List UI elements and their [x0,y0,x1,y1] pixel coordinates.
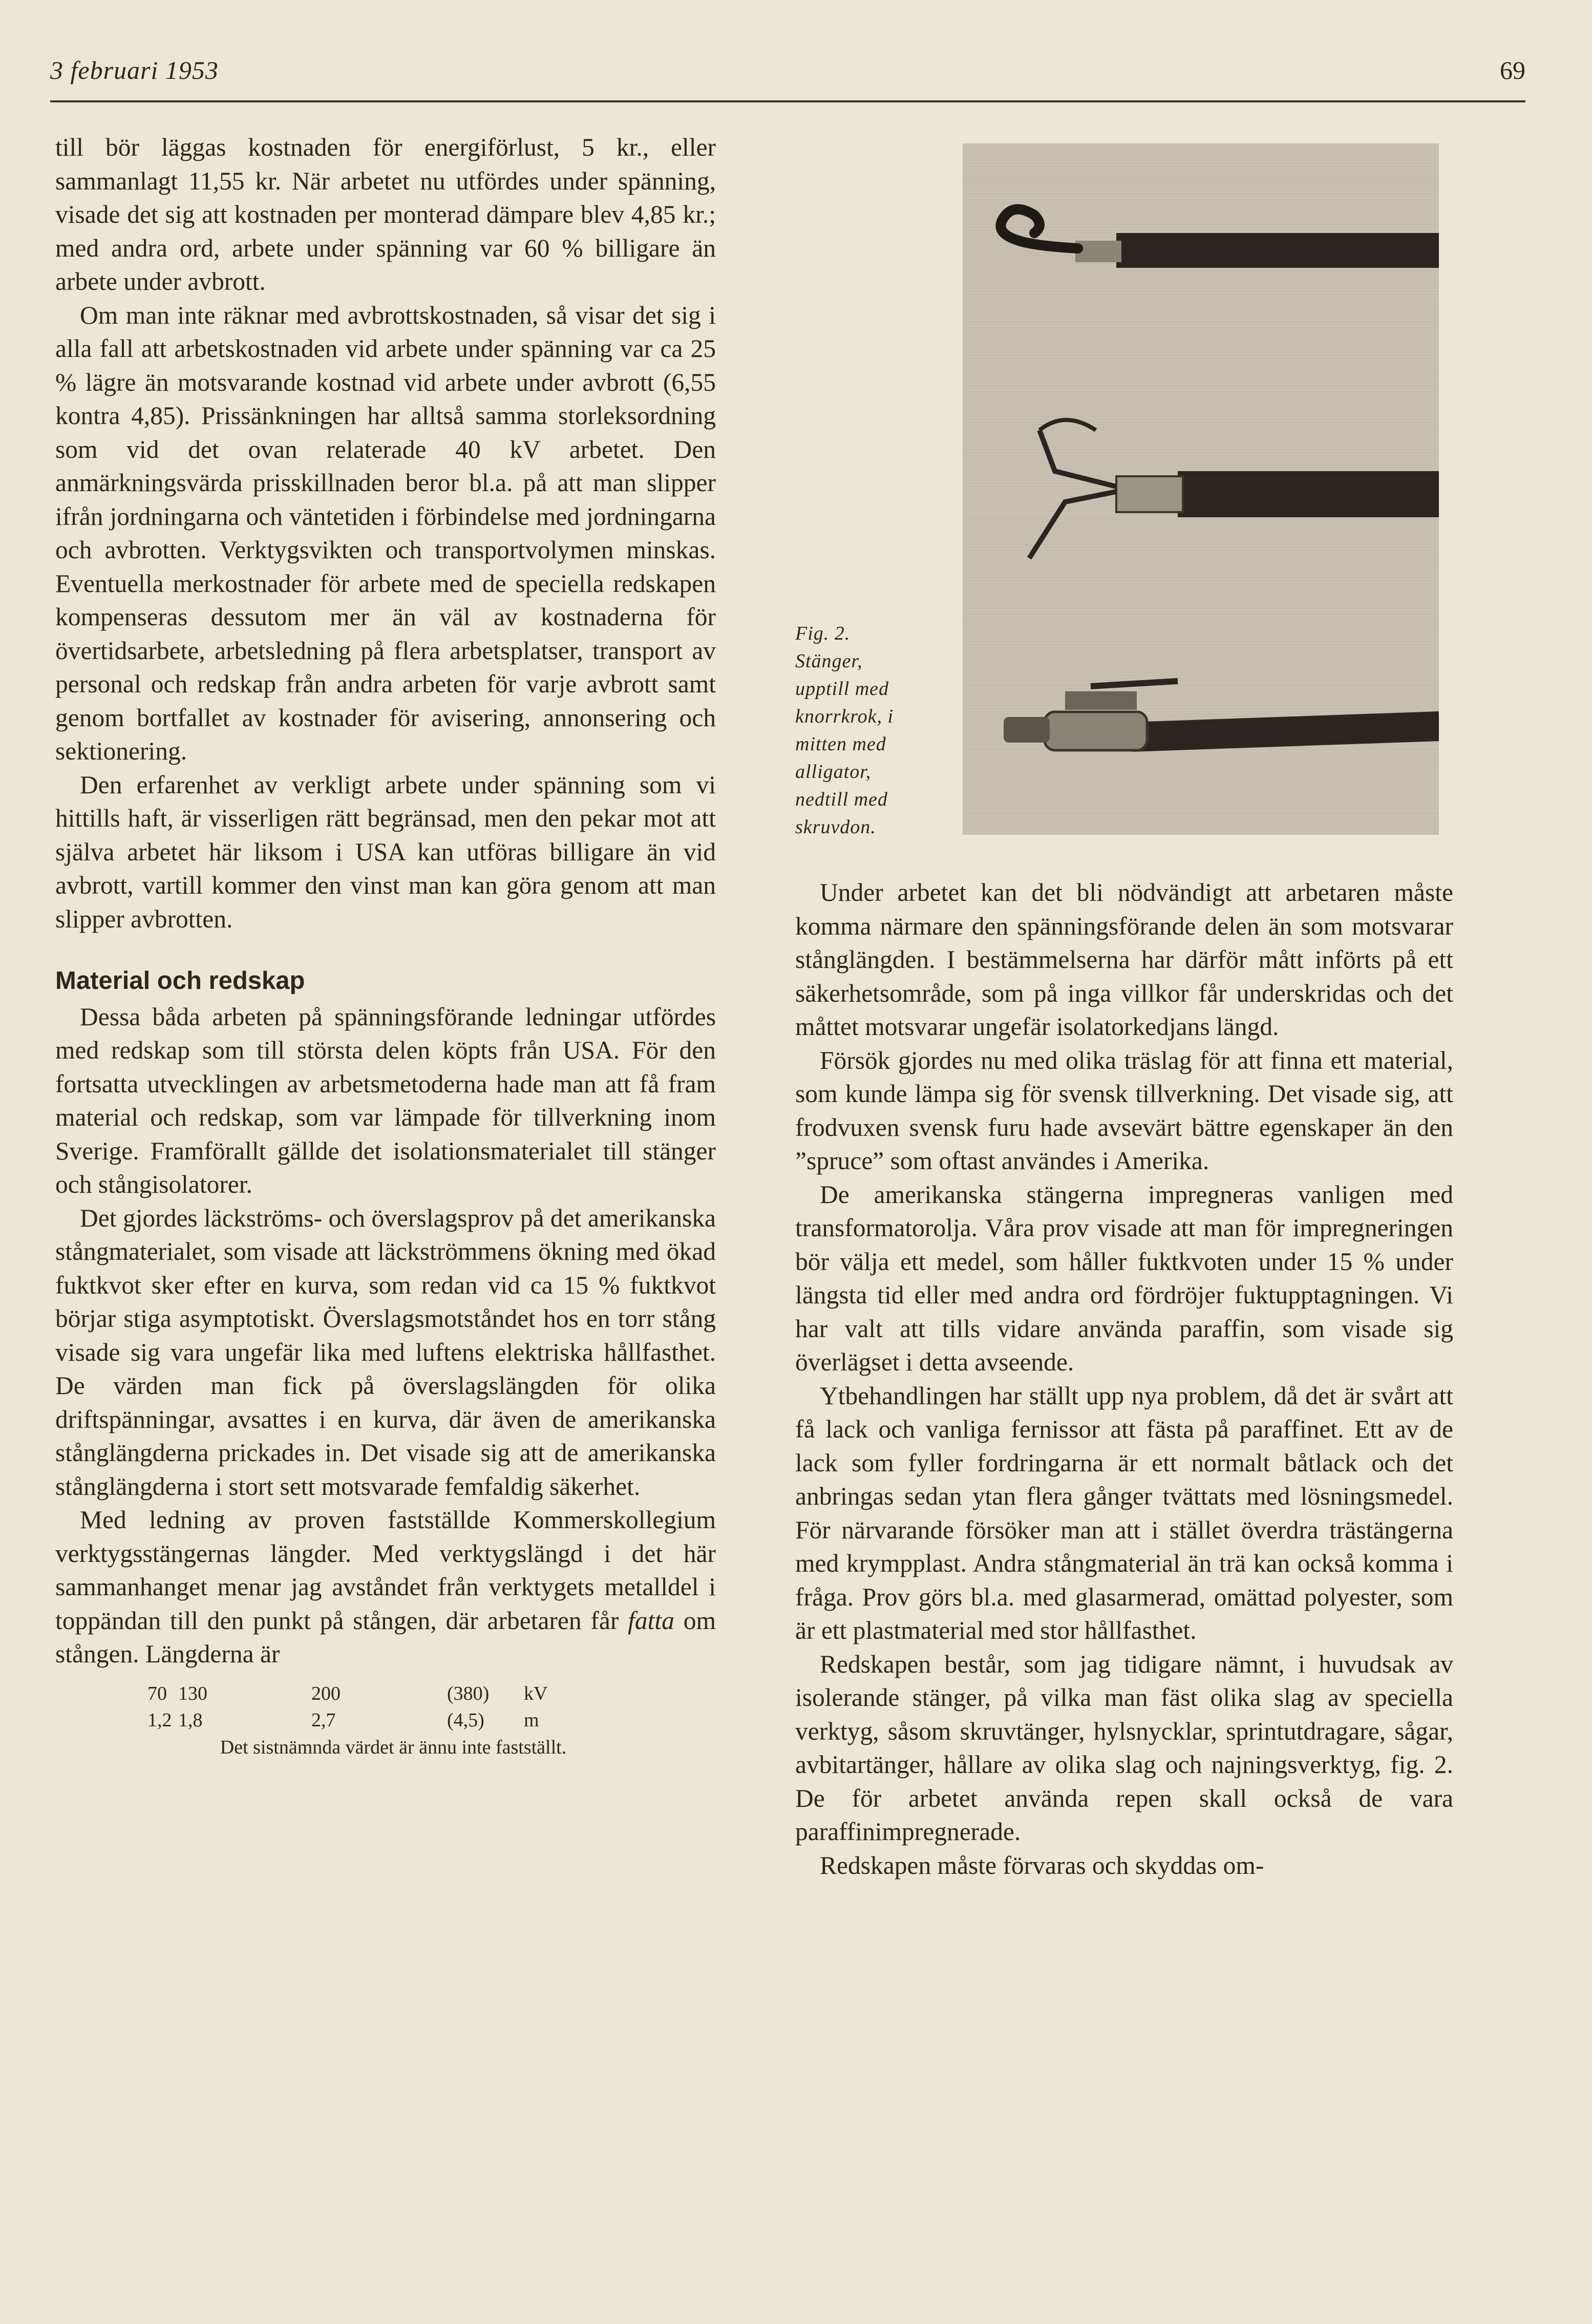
paragraph: Redskapen måste förvaras och skyddas om- [820,1851,1264,1879]
paragraph: Det gjordes läckströms- och överslagsprov på det amerikanska stångmaterialet, som visade att läckströmmens ökning med ökad fuktkvot sker efter en kurva, som redan vid ca 15 % fuktkvot börjar stiga asymptotiskt. Överslagsmotståndet hos en torr stång visade sig vara ungefär lika med luftens elektriska hållfasthet. De värden man fick på överslagslängden för olika driftspänningar, avsattes i en kurva, där även de amerikanska stånglängderna prickades in. Det visade sig att de amerikanska stånglängderna i stort sett motsvarade femfaldig säkerhet. [55,1203,716,1501]
screw-tool-stick [1004,681,1439,752]
paragraph: Försök gjordes nu med olika träslag för att finna ett material, som kunde lämpa sig för svensk tillverkning. Det visade sig, att frodvuxen svensk furu hade avsevärt bättre egenskaper än den ”spruce” som oftast användes i Amerika. [795,1046,1453,1175]
page-number: 69 [1500,56,1525,84]
issue-date: 3 februari 1953 [50,56,219,84]
figure-caption [795,620,954,841]
table-cell: m [524,1709,539,1731]
table-cell: kV [524,1682,548,1704]
table-cell: 1,8 [178,1709,203,1731]
caption-line: knorrkrok, i [795,706,894,727]
paragraph: Den erfarenhet av verkligt arbete under spänning som vi hittills haft, är visserligen rätt begränsad, men den pekar mot att själva arbetet här liksom i USA kan utföras billigare än vid avbrott, vartill kommer den vinst man kan göra genom att man slipper avbrotten. [55,770,716,933]
paragraph: Dessa båda arbeten på spänningsförande ledningar utfördes med redskap som till största delen köpts från USA. För den fortsatta utvecklingen av arbetsmetoderna hade man att få fram material och redskap, som var lämpade för tillverkning inom Sverige. Framförallt gällde det isolationsmaterialet till stänger och stångisolatorer. [55,1002,716,1198]
table-cell: 2,7 [311,1709,336,1731]
table-cell: 200 [311,1682,341,1704]
table-cell: 130 [178,1682,207,1704]
alligator-stick [1029,420,1439,558]
caption-line: upptill med [795,678,889,700]
right-column [795,876,1453,1882]
caption-line: mitten med [795,733,886,755]
left-column [55,131,716,1759]
hook-stick [1001,209,1439,268]
caption-line: skruvdon. [795,816,876,838]
caption-line: nedtill med [795,789,888,810]
length-table [55,1680,716,1759]
paragraph-text: om stången. Längderna är [55,1606,716,1668]
header-rule [50,100,1525,102]
section-heading: Material och redskap [55,967,305,995]
tools-photograph [963,143,1439,835]
table-note: Det sistnämnda värdet är ännu inte fastställt. [220,1736,567,1758]
table-cell: 1,2 [147,1709,172,1731]
paragraph: till bör läggas kostnaden för energiförlust, 5 kr., eller sammanlagt 11,55 kr. När arbetet nu utfördes under spänning, visade det sig att kostnaden per monterad dämpare blev 4,85 kr.; med andra ord, arbete under spänning var 60 % billigare än arbete under avbrott. [55,133,716,295]
table-cell: (4,5) [447,1709,484,1731]
paragraph: Om man inte räknar med avbrottskostnaden, så visar det sig i alla fall att arbetskostnaden vid arbete under spänning var ca 25 % lägre än motsvarande kostnad vid arbete under avbrott (6,55 kontra 4,85). Prissänkningen har alltså samma storleksordning som vid det ovan relaterade 40 kV arbetet. Den anmärkningsvärda prisskillnaden beror bl.a. på att man slipper ifrån jordningarna och väntetiden i förbindelse med jordningarna och avbrotten. Verktygsvikten och transportvolymen minskas. Eventuella merkostnader för arbete med de speciella redskapen kompenseras dessutom mer än väl av kostnaderna för övertidsarbete, arbetsledning på flera arbetsplatser, transport av personal och redskap från andra arbeten för varje avbrott samt genom bortfallet av kostnader för avisering, annonsering och sektionering. [55,301,716,765]
paragraph: Under arbetet kan det bli nödvändigt att arbetaren måste komma närmare den spänningsförande delen än som motsvarar stånglängden. I bestämmelserna har därför mått införts på ett säkerhetsområde, som på inga villkor får underskridas och det måttet motsvarar ungefär isolatorkedjans längd. [795,878,1453,1041]
table-cell: 70 [147,1682,167,1704]
tools-illustration [963,143,1439,835]
paragraph-text: Med ledning av proven fastställde Kommerskollegium verktygsstängernas längder. Med verktygslängd i det här sammanhanget menar jag avståndet från verktygets metalldel i toppändan till den punkt på stången, där arbetaren får [55,1506,716,1635]
table-cell: (380) [447,1682,490,1704]
emphasis-text: fatta [628,1606,674,1635]
caption-line: alligator, [795,761,872,783]
paragraph: De amerikanska stängerna impregneras vanligen med transformatorolja. Våra prov visade att man för impregneringen bör välja ett medel, som håller fuktkvoten under 15 % under längsta tid eller med andra ord fördröjer fuktupptagningen. Vi har valt att tills vidare använda paraffin, som visade sig överlägset i detta avseende. [795,1180,1453,1376]
paragraph: Redskapen består, som jag tidigare nämnt, i huvudsak av isolerande stänger, på vilka man fäst olika slag av speciella verktyg, såsom skruvtänger, hylsnycklar, sprintutdragare, sågar, avbitartänger, hållare av olika slag och najningsverktyg, fig. 2. De för arbetet använda repen skall också de vara paraffinimpregnerade. [795,1650,1453,1846]
paragraph [55,1503,716,1671]
caption-line: Fig. 2. [795,623,851,644]
caption-line: Stänger, [795,650,863,672]
table-row [55,1707,716,1734]
paragraph: Ytbehandlingen har ställt upp nya problem, då det är svårt att få lack och vanliga fernissor att fästa på paraffinet. Ett av de lack som fyller fordringarna är ett normalt båtlack och det anbringas sedan ytan flera gånger tvättats med lösningsmedel. För närvarande försöker man att i stället överdra trästängerna med krympplast. Andra stångmaterial än trä kan också komma i fråga. Prov görs bl.a. med glasarmerad, omättad polyester, som är ett plastmaterial med stor hållfasthet. [795,1381,1453,1644]
table-row [55,1680,716,1707]
